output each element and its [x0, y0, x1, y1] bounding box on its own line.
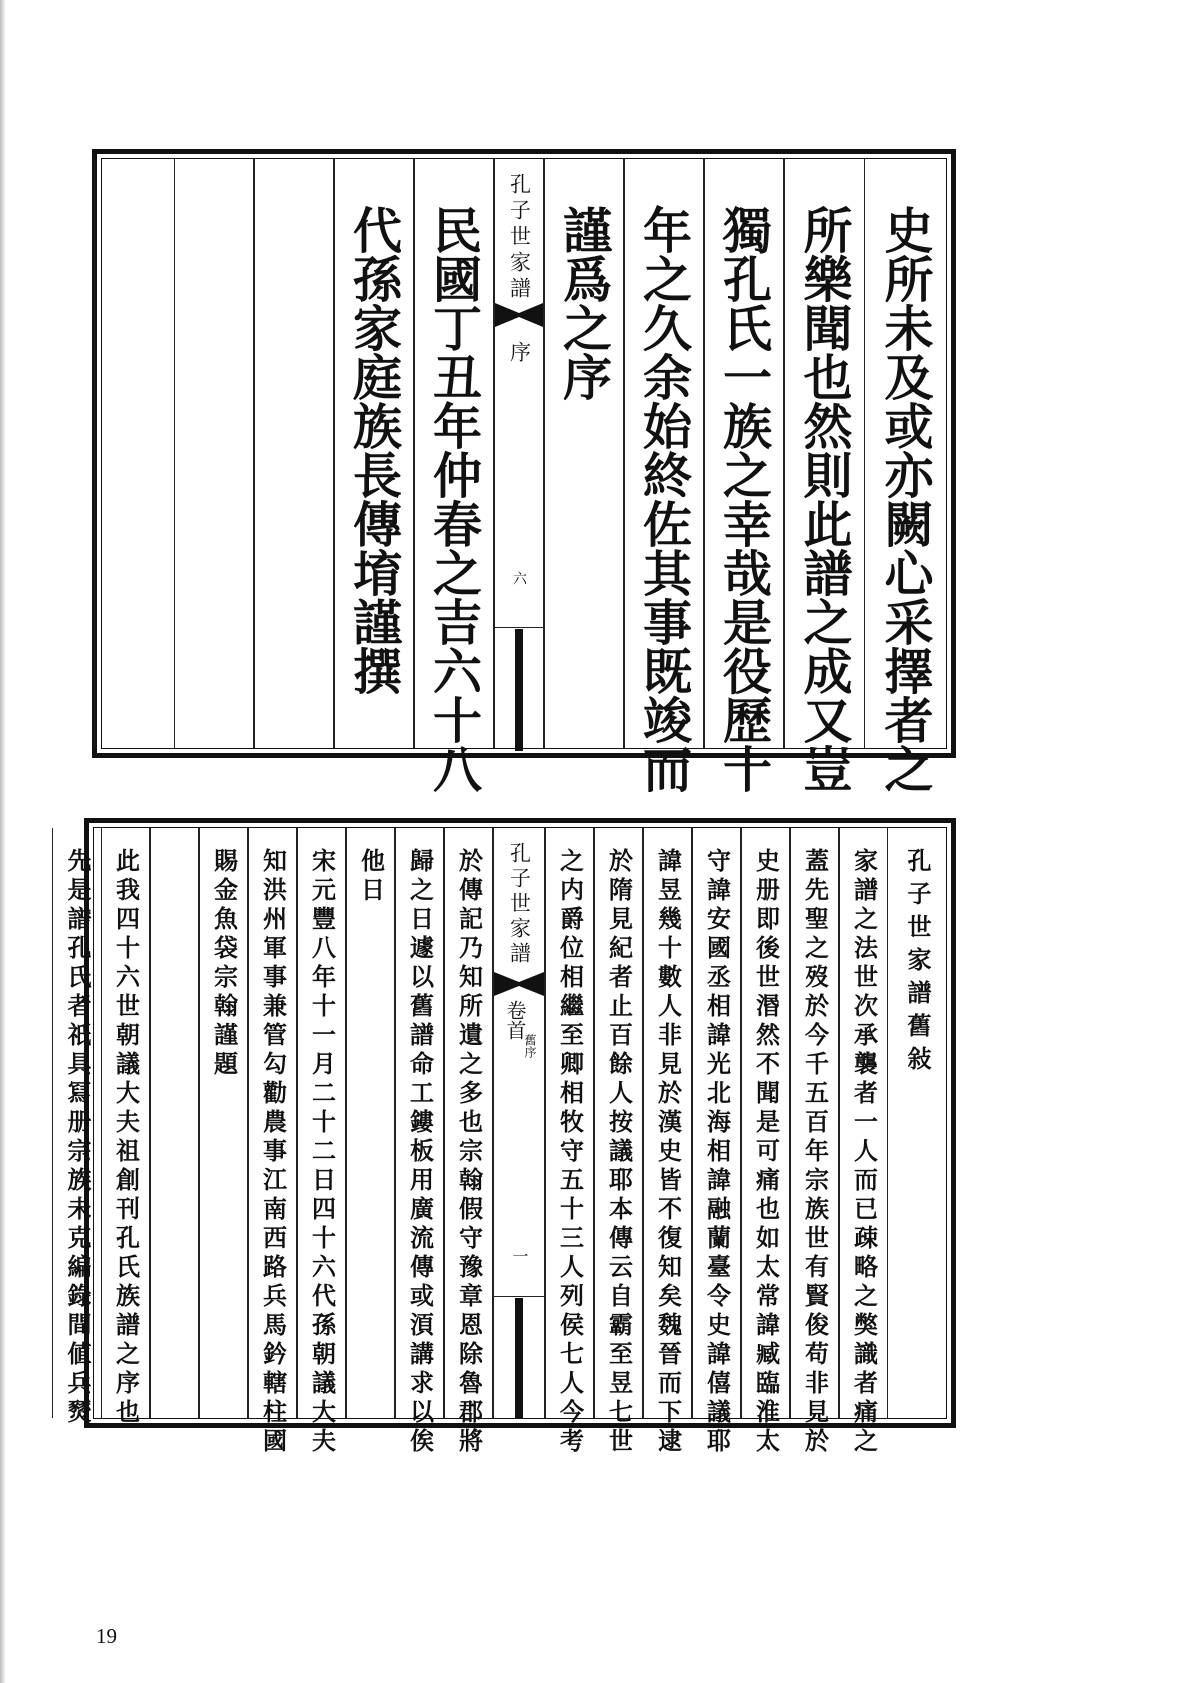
- top-page-panel: [92, 149, 956, 793]
- text-column: [346, 828, 395, 1418]
- leaf-number: 一: [510, 1248, 529, 1264]
- text-column: [254, 159, 334, 748]
- column-text: 家譜之法世次承襲者一人而已疎略之獘識者痛之: [849, 848, 879, 1457]
- volume-label: 卷首: [503, 1000, 527, 1040]
- fishtail-mark: [495, 303, 543, 327]
- fold-divider: [494, 1296, 544, 1297]
- text-column: [692, 828, 741, 1457]
- text-column: [790, 828, 839, 1457]
- text-column: [334, 159, 414, 748]
- leaf-number: 六: [511, 571, 527, 585]
- book-title: 孔子世家譜: [507, 173, 532, 303]
- section-label: 序: [507, 341, 532, 362]
- text-column: [414, 159, 494, 793]
- column-text: 民國丁丑年仲春之吉六十八: [425, 205, 484, 793]
- column-text: 於傳記乃知所遺之多也宗翰假守豫章恩除魯郡將: [454, 848, 484, 1457]
- text-column: [94, 159, 174, 748]
- text-column: [101, 828, 150, 1428]
- text-column: [839, 828, 888, 1457]
- column-text: 代孫家庭族長傳堉謹撰: [345, 205, 404, 695]
- text-column: [865, 159, 946, 793]
- text-column: [544, 159, 624, 748]
- text-column: [444, 828, 493, 1457]
- column-text: 賜金魚袋宗翰謹題: [209, 848, 239, 1080]
- top-column-grid: [101, 158, 947, 793]
- column-text: 歸之日遽以舊譜命工鏤板用廣流傳或湏講求以俟: [405, 848, 435, 1457]
- column-text: 他日: [356, 848, 386, 906]
- page-number: 19: [96, 1624, 117, 1648]
- text-column: [174, 159, 254, 748]
- column-text: 獨孔氏一族之幸哉是役歷十: [715, 205, 774, 793]
- column-text: 謹爲之序: [555, 205, 614, 401]
- text-column: [624, 159, 704, 793]
- fold-divider: [495, 627, 543, 628]
- center-fold-column: [494, 159, 544, 748]
- text-column: [888, 828, 946, 1418]
- column-text: 年之久余始終佐其事既竣而: [635, 205, 694, 793]
- fold-bar: [515, 1298, 523, 1418]
- center-fold-column: [493, 828, 545, 1418]
- text-column: [248, 828, 297, 1457]
- column-text: 史所未及或亦闕心采擇者之: [877, 205, 935, 793]
- text-column: [741, 828, 790, 1457]
- text-column: [594, 828, 643, 1457]
- text-column: [643, 828, 692, 1457]
- bottom-page-panel: [63, 818, 956, 1457]
- text-column: [150, 828, 199, 1418]
- column-text: 史册即後世湣然不聞是可痛也如太常諱臧臨淮太: [751, 848, 781, 1457]
- bottom-column-grid: [63, 827, 947, 1457]
- text-column: [199, 828, 248, 1418]
- text-column: [395, 828, 444, 1457]
- column-text: 於隋見紀者止百餘人按議耶本傳云自霸至昱七世: [604, 848, 634, 1457]
- fishtail-mark: [494, 972, 544, 996]
- text-column: [52, 828, 101, 1428]
- column-text: 宋元豐八年十一月二十二日四十六代孫朝議大夫: [307, 848, 337, 1457]
- column-text: 蓋先聖之歿於今千五百年宗族世有賢俊苟非見於: [800, 848, 830, 1457]
- column-text: 先是譜孔氏者祇具冩册宗族未克編錄間値兵燹: [63, 848, 92, 1428]
- column-text: 此我四十六世朝議大夫祖創刊孔氏族譜之序也: [111, 848, 141, 1428]
- fold-bar: [515, 629, 523, 751]
- column-text: 諱昱幾十數人非見於漢史皆不復知矣魏晉而下逮: [653, 848, 683, 1457]
- column-text: 知洪州軍事兼管勾勸農事江南西路兵馬鈐轄柱國: [258, 848, 288, 1457]
- column-text: 守諱安國丞相諱光北海相諱融蘭臺令史諱僖議耶: [702, 848, 732, 1457]
- text-column: [784, 159, 865, 793]
- column-text: 孔子世家譜舊敍: [903, 848, 932, 1079]
- column-text: 所樂聞也然則此譜之成又豈: [796, 205, 854, 793]
- section-label: 舊序: [523, 1034, 537, 1058]
- text-column: [545, 828, 594, 1457]
- book-title: 孔子世家譜: [507, 842, 532, 967]
- text-column: [704, 159, 784, 793]
- scan-edge: [0, 0, 6, 1683]
- column-text: 之内爵位相繼至卿相牧守五十三人列侯七人今考: [555, 848, 585, 1457]
- text-column: [297, 828, 346, 1457]
